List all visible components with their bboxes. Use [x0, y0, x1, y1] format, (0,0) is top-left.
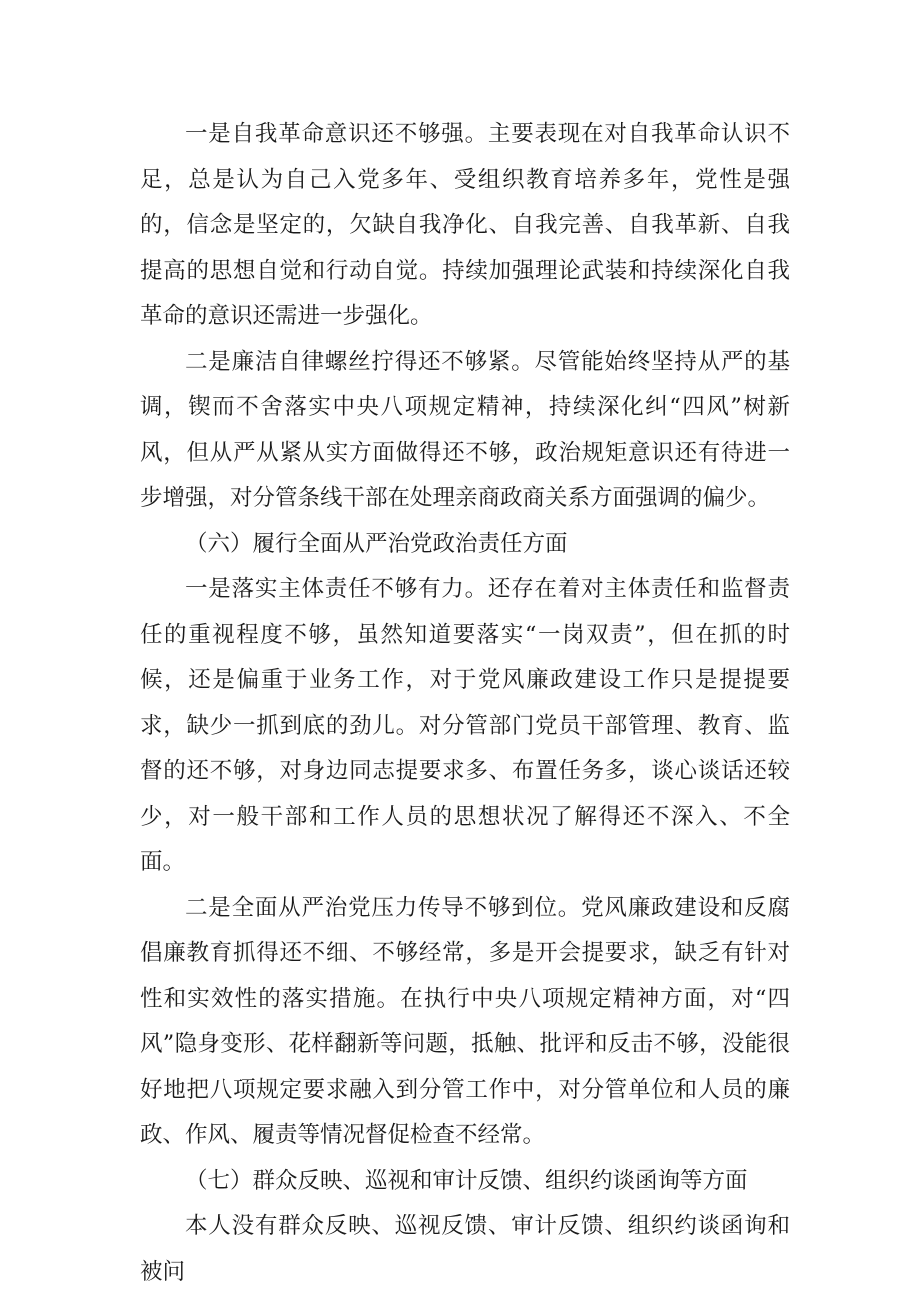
- paragraph-no-reports: 本人没有群众反映、巡视反馈、审计反馈、组织约谈函询和被问: [140, 1213, 790, 1285]
- paragraph-main-responsibility: 一是落实主体责任不够有力。还存在着对主体责任和监督责任的重视程度不够，虽然知道要落实“一岗双责”，但在抓的时候，还是偏重于业务工作，对于党风廉政建设工作只是提提要求，缺少一抓到底的劲儿。对分管部门党员干部管理、教育、监督的还不够，对身边同志提要求多、布置任务多，谈心谈话还较少，对一般干部和工作人员的思想状况了解得还不深入、不全面。: [140, 576, 790, 875]
- paragraph-self-revolution: 一是自我革命意识还不够强。主要表现在对自我革命认识不足，总是认为自己入党多年、受组织教育培养多年，党性是强的，信念是坚定的，欠缺自我净化、自我完善、自我革新、自我提高的思想自觉和行动自觉。持续加强理论武装和持续深化自我革命的意识还需进一步强化。: [140, 121, 790, 329]
- section-heading-seven: （七）群众反映、巡视和审计反馈、组织约谈函询等方面: [185, 1167, 748, 1194]
- paragraph-pressure-transmission: 二是全面从严治党压力传导不够到位。党风廉政建设和反腐倡廉教育抓得还不细、不够经常，多是开会提要求，缺乏有针对性和实效性的落实措施。在执行中央八项规定精神方面，对“四风”隐身变形、花样翻新等问题，抵触、批评和反击不够，没能很好地把八项规定要求融入到分管工作中，对分管单位和人员的廉政、作风、履责等情况督促检查不经常。: [140, 894, 790, 1148]
- paragraph-integrity-discipline: 二是廉洁自律螺丝拧得还不够紧。尽管能始终坚持从严的基调，锲而不舍落实中央八项规定精神，持续深化纠“四风”树新风，但从严从紧从实方面做得还不够，政治规矩意识还有待进一步增强，对分管条线干部在处理亲商政商关系方面强调的偏少。: [140, 348, 790, 511]
- section-heading-six: （六）履行全面从严治党政治责任方面: [185, 530, 568, 557]
- document-body: [140, 112, 790, 1295]
